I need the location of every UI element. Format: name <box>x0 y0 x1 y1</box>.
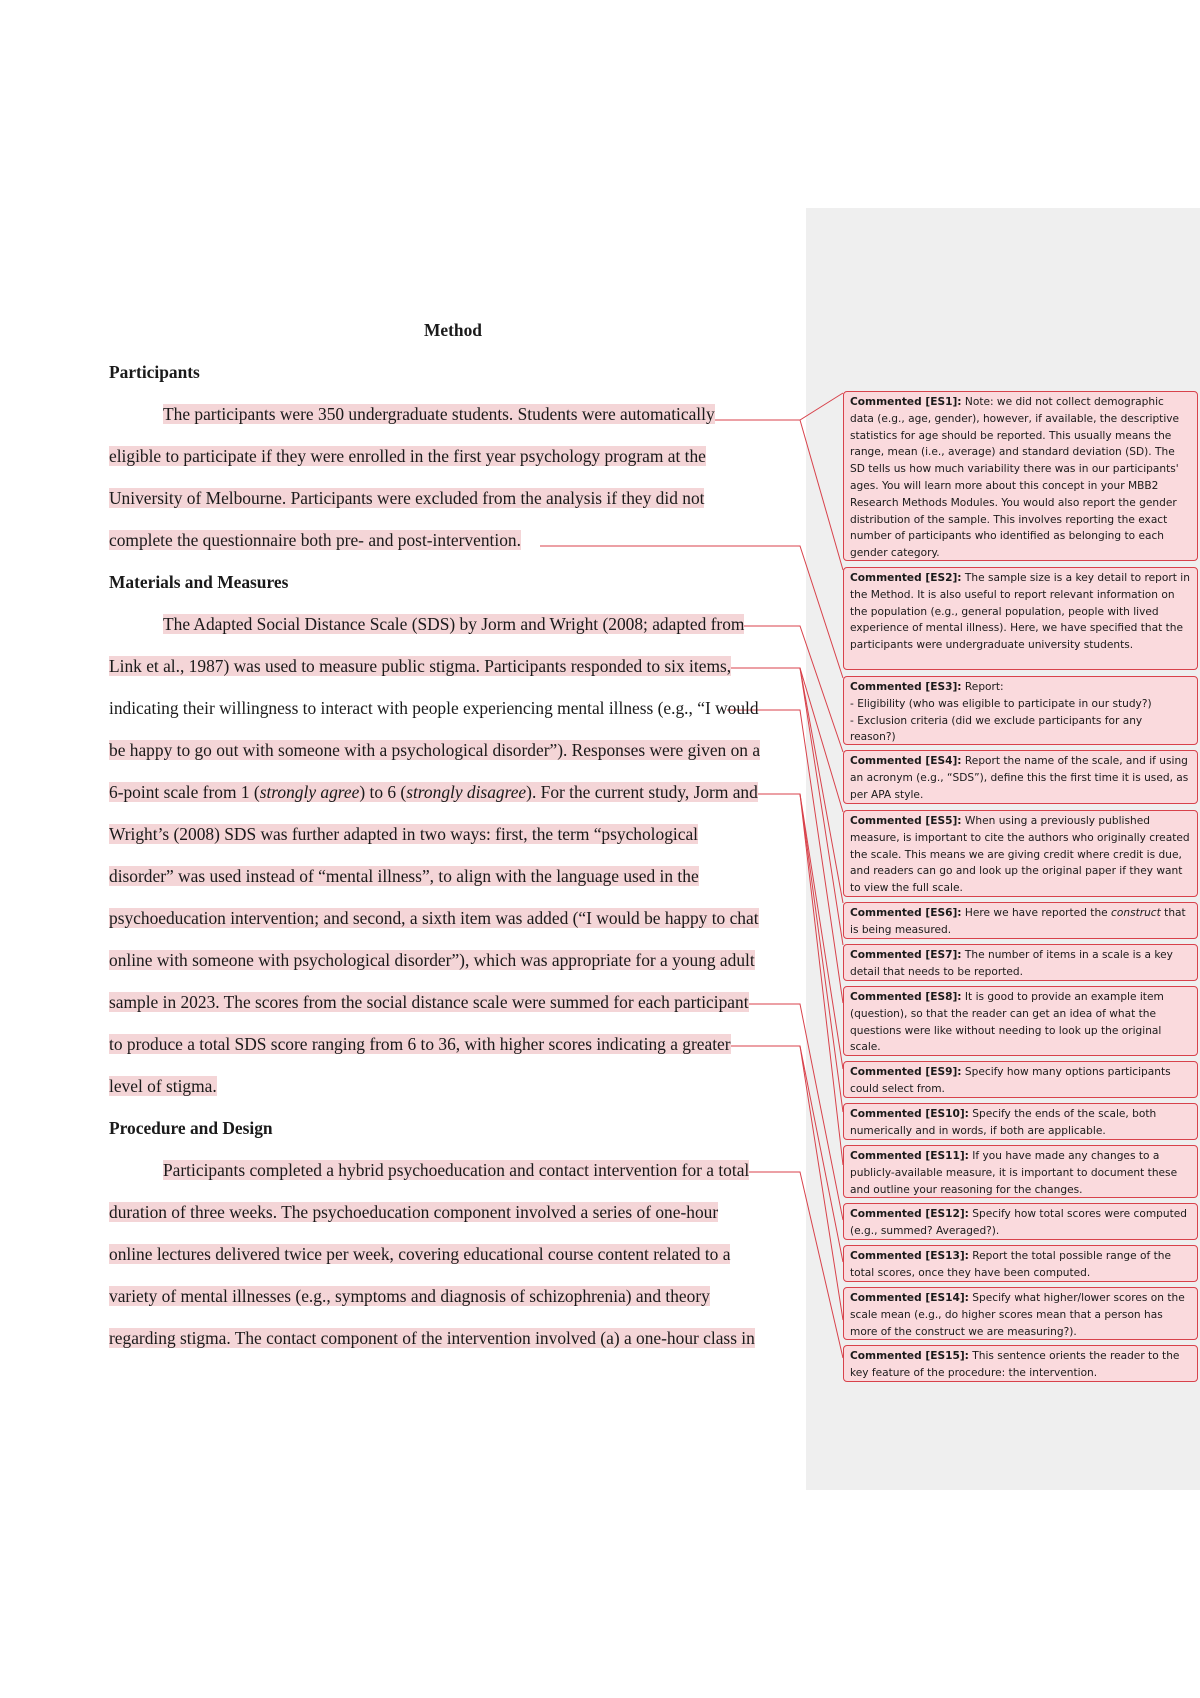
comment-text-em: construct <box>1111 907 1161 919</box>
materials-line-7 <box>109 864 699 888</box>
comment-text: Report the total possible range of the total scores, once they have been computed. <box>850 1250 1171 1279</box>
comment-label: Commented [ES4]: <box>850 755 962 767</box>
comment-es6[interactable] <box>843 902 1198 939</box>
materials-text-8: psychoeducation intervention; and second, a sixth item was added (“I would be happy to chat <box>109 908 759 928</box>
materials-line-6 <box>109 822 698 846</box>
participants-text-4: complete the questionnaire both pre- and post-intervention. <box>109 530 521 550</box>
procedure-line-5 <box>109 1326 755 1350</box>
comment-list-item: - Eligibility (who was eligible to participate in our study?) <box>850 697 1152 710</box>
comment-es14[interactable] <box>843 1287 1198 1340</box>
materials-text-10: sample in 2023. The scores from the social distance scale were summed for each participant <box>109 992 749 1012</box>
leader-es11 <box>565 794 843 1165</box>
comment-label: Commented [ES15]: <box>850 1350 969 1362</box>
comment-label: Commented [ES2]: <box>850 572 962 584</box>
participants-text-1: The participants were 350 undergraduate students. Students were automatically <box>163 404 715 424</box>
materials-line-11 <box>109 1032 731 1056</box>
materials-text-2: Link et al., 1987) was used to measure public stigma. Participants responded to six items, <box>109 656 732 676</box>
comment-text: Specify how many options participants could select from. <box>850 1066 1171 1095</box>
comment-label: Commented [ES10]: <box>850 1108 969 1120</box>
procedure-text-4: variety of mental illnesses (e.g., symptoms and diagnosis of schizophrenia) and theory <box>109 1286 710 1306</box>
comment-es10[interactable] <box>843 1103 1198 1140</box>
comment-es11[interactable] <box>843 1145 1198 1198</box>
comment-es1[interactable] <box>843 391 1198 561</box>
comment-es7[interactable] <box>843 944 1198 981</box>
comment-es8[interactable] <box>843 986 1198 1056</box>
materials-line-10 <box>109 990 749 1014</box>
materials-text-5c: ) to 6 ( <box>359 782 407 802</box>
procedure-text-5: regarding stigma. The contact component of the intervention involved (a) a one-hour class in <box>109 1328 755 1348</box>
leader-es13 <box>188 1046 843 1262</box>
comment-es13[interactable] <box>843 1245 1198 1282</box>
comment-label: Commented [ES3]: <box>850 681 962 693</box>
procedure-heading: Procedure and Design <box>109 1118 273 1138</box>
participants-line-3 <box>109 486 704 510</box>
comment-text: It is good to provide an example item (question), so that the reader can get an idea of what the questions were like without needing to look up the original scale. <box>850 991 1164 1054</box>
participants-text-2: eligible to participate if they were enrolled in the first year psychology program at the <box>109 446 706 466</box>
comment-text-b: that is being measured. <box>850 907 1186 936</box>
comment-label: Commented [ES8]: <box>850 991 962 1003</box>
participants-line-4 <box>109 528 521 552</box>
comment-es4[interactable] <box>843 750 1198 804</box>
procedure-line-3 <box>109 1242 730 1266</box>
materials-text-3: indicating their willingness to interact with people experiencing mental illness (e.g., “I would <box>109 698 759 718</box>
materials-text-9: online with someone with psychological disorder”), which was appropriate for a young adult <box>109 950 755 970</box>
materials-text-12: level of stigma. <box>109 1076 217 1096</box>
procedure-text-2: duration of three weeks. The psychoeducation component involved a series of one-hour <box>109 1202 719 1222</box>
comment-text: When using a previously published measure, is important to cite the authors who originally created the scale. This means we are giving credit where credit is due, and readers can go and look up the original paper if they want to view the full scale. <box>850 815 1190 895</box>
materials-line-9 <box>109 948 755 972</box>
comment-text: Report: <box>964 681 1004 693</box>
comment-label: Commented [ES13]: <box>850 1250 969 1262</box>
comment-text: The sample size is a key detail to report in the Method. It is also useful to report relevant information on the population (e.g., general population, people with lived experience of mental illness). Here, we have specified that the participants were undergraduate university students. <box>850 572 1190 652</box>
comment-label: Commented [ES1]: <box>850 396 962 408</box>
procedure-line-4 <box>109 1284 710 1308</box>
comment-label: Commented [ES14]: <box>850 1292 969 1304</box>
comment-es3[interactable] <box>843 676 1198 745</box>
comment-text: The number of items in a scale is a key detail that needs to be reported. <box>850 949 1173 978</box>
materials-line-5 <box>109 780 758 804</box>
comment-label: Commented [ES7]: <box>850 949 962 961</box>
materials-text-7: disorder” was used instead of “mental illness”, to align with the language used in the <box>109 866 699 886</box>
comment-label: Commented [ES5]: <box>850 815 962 827</box>
materials-line-2 <box>109 654 731 678</box>
participants-text-3: University of Melbourne. Participants were excluded from the analysis if they did not <box>109 488 705 508</box>
materials-text-5e: ). For the current study, Jorm and <box>526 782 758 802</box>
materials-text-4: be happy to go out with someone with a psychological disorder”). Responses were given on a <box>109 740 761 760</box>
comment-es9[interactable] <box>843 1061 1198 1098</box>
leader-es4 <box>262 626 843 752</box>
comment-label: Commented [ES11]: <box>850 1150 969 1162</box>
comment-text: Note: we did not collect demographic data (e.g., age, gender), however, if available, the descriptive statistics for age should be reported. This usually means the range, mean (i.e., average) and standard deviation (SD). The SD tells us how much variability there was in our participants' ages. You will learn more about this concept in your MBB2 Research Methods Modules. You would also report the gender distribution of the sample. This involves reporting the exact number of participants who identified as belonging to each gender category. <box>850 396 1180 560</box>
comment-text: This sentence orients the reader to the key feature of the procedure: the intervention. <box>850 1350 1180 1379</box>
procedure-text-1: Participants completed a hybrid psychoeducation and contact intervention for a total <box>163 1160 750 1180</box>
procedure-line-1 <box>163 1158 749 1182</box>
materials-line-8 <box>109 906 759 930</box>
comment-text: If you have made any changes to a publicly-available measure, it is important to document these and outline your reasoning for the changes. <box>850 1150 1178 1196</box>
comment-list <box>850 696 1191 745</box>
materials-line-1 <box>163 612 744 636</box>
procedure-text-3: online lectures delivered twice per week, covering educational course content related to a <box>109 1244 731 1264</box>
comment-text-a: Here we have reported the <box>964 907 1112 919</box>
participants-line-2 <box>109 444 706 468</box>
leader-es14 <box>521 1046 843 1320</box>
materials-text-1: The Adapted Social Distance Scale (SDS) by Jorm and Wright (2008; adapted from <box>163 614 745 634</box>
comment-text: Specify how total scores were computed (e.g., summed? Averaged?). <box>850 1208 1188 1237</box>
materials-text-5a: 6-point scale from 1 ( <box>109 782 260 802</box>
materials-text-11: to produce a total SDS score ranging from 6 to 36, with higher scores indicating a greater <box>109 1034 731 1054</box>
comment-label: Commented [ES6]: <box>850 907 962 919</box>
materials-line-12 <box>109 1074 217 1098</box>
comment-es2[interactable] <box>843 567 1198 670</box>
comment-es5[interactable] <box>843 810 1198 897</box>
comment-es15[interactable] <box>843 1345 1198 1382</box>
participants-heading: Participants <box>109 362 200 382</box>
materials-text-6: Wright’s (2008) SDS was further adapted in two ways: first, the term “psychological <box>109 824 699 844</box>
comment-text: Specify what higher/lower scores on the scale mean (e.g., do higher scores mean that a person has more of the construct we are measuring?). <box>850 1292 1185 1338</box>
comment-list-item: - Exclusion criteria (did we exclude participants for any reason?) <box>850 714 1143 744</box>
materials-text-5d: strongly disagree <box>406 782 527 802</box>
materials-text-5b: strongly agree <box>259 782 360 802</box>
comment-text: Specify the ends of the scale, both numerically and in words, if both are applicable. <box>850 1108 1157 1137</box>
materials-heading: Materials and Measures <box>109 572 289 592</box>
page-title: Method <box>424 320 482 340</box>
materials-line-3 <box>109 696 759 720</box>
comment-text: Report the name of the scale, and if using an acronym (e.g., “SDS”), define this the first time it is used, as per APA style. <box>850 755 1189 801</box>
materials-line-4 <box>109 738 760 762</box>
participants-line-1 <box>163 402 715 426</box>
procedure-line-2 <box>109 1200 718 1224</box>
comment-label: Commented [ES12]: <box>850 1208 969 1220</box>
comment-label: Commented [ES9]: <box>850 1066 962 1078</box>
comment-es12[interactable] <box>843 1203 1198 1240</box>
